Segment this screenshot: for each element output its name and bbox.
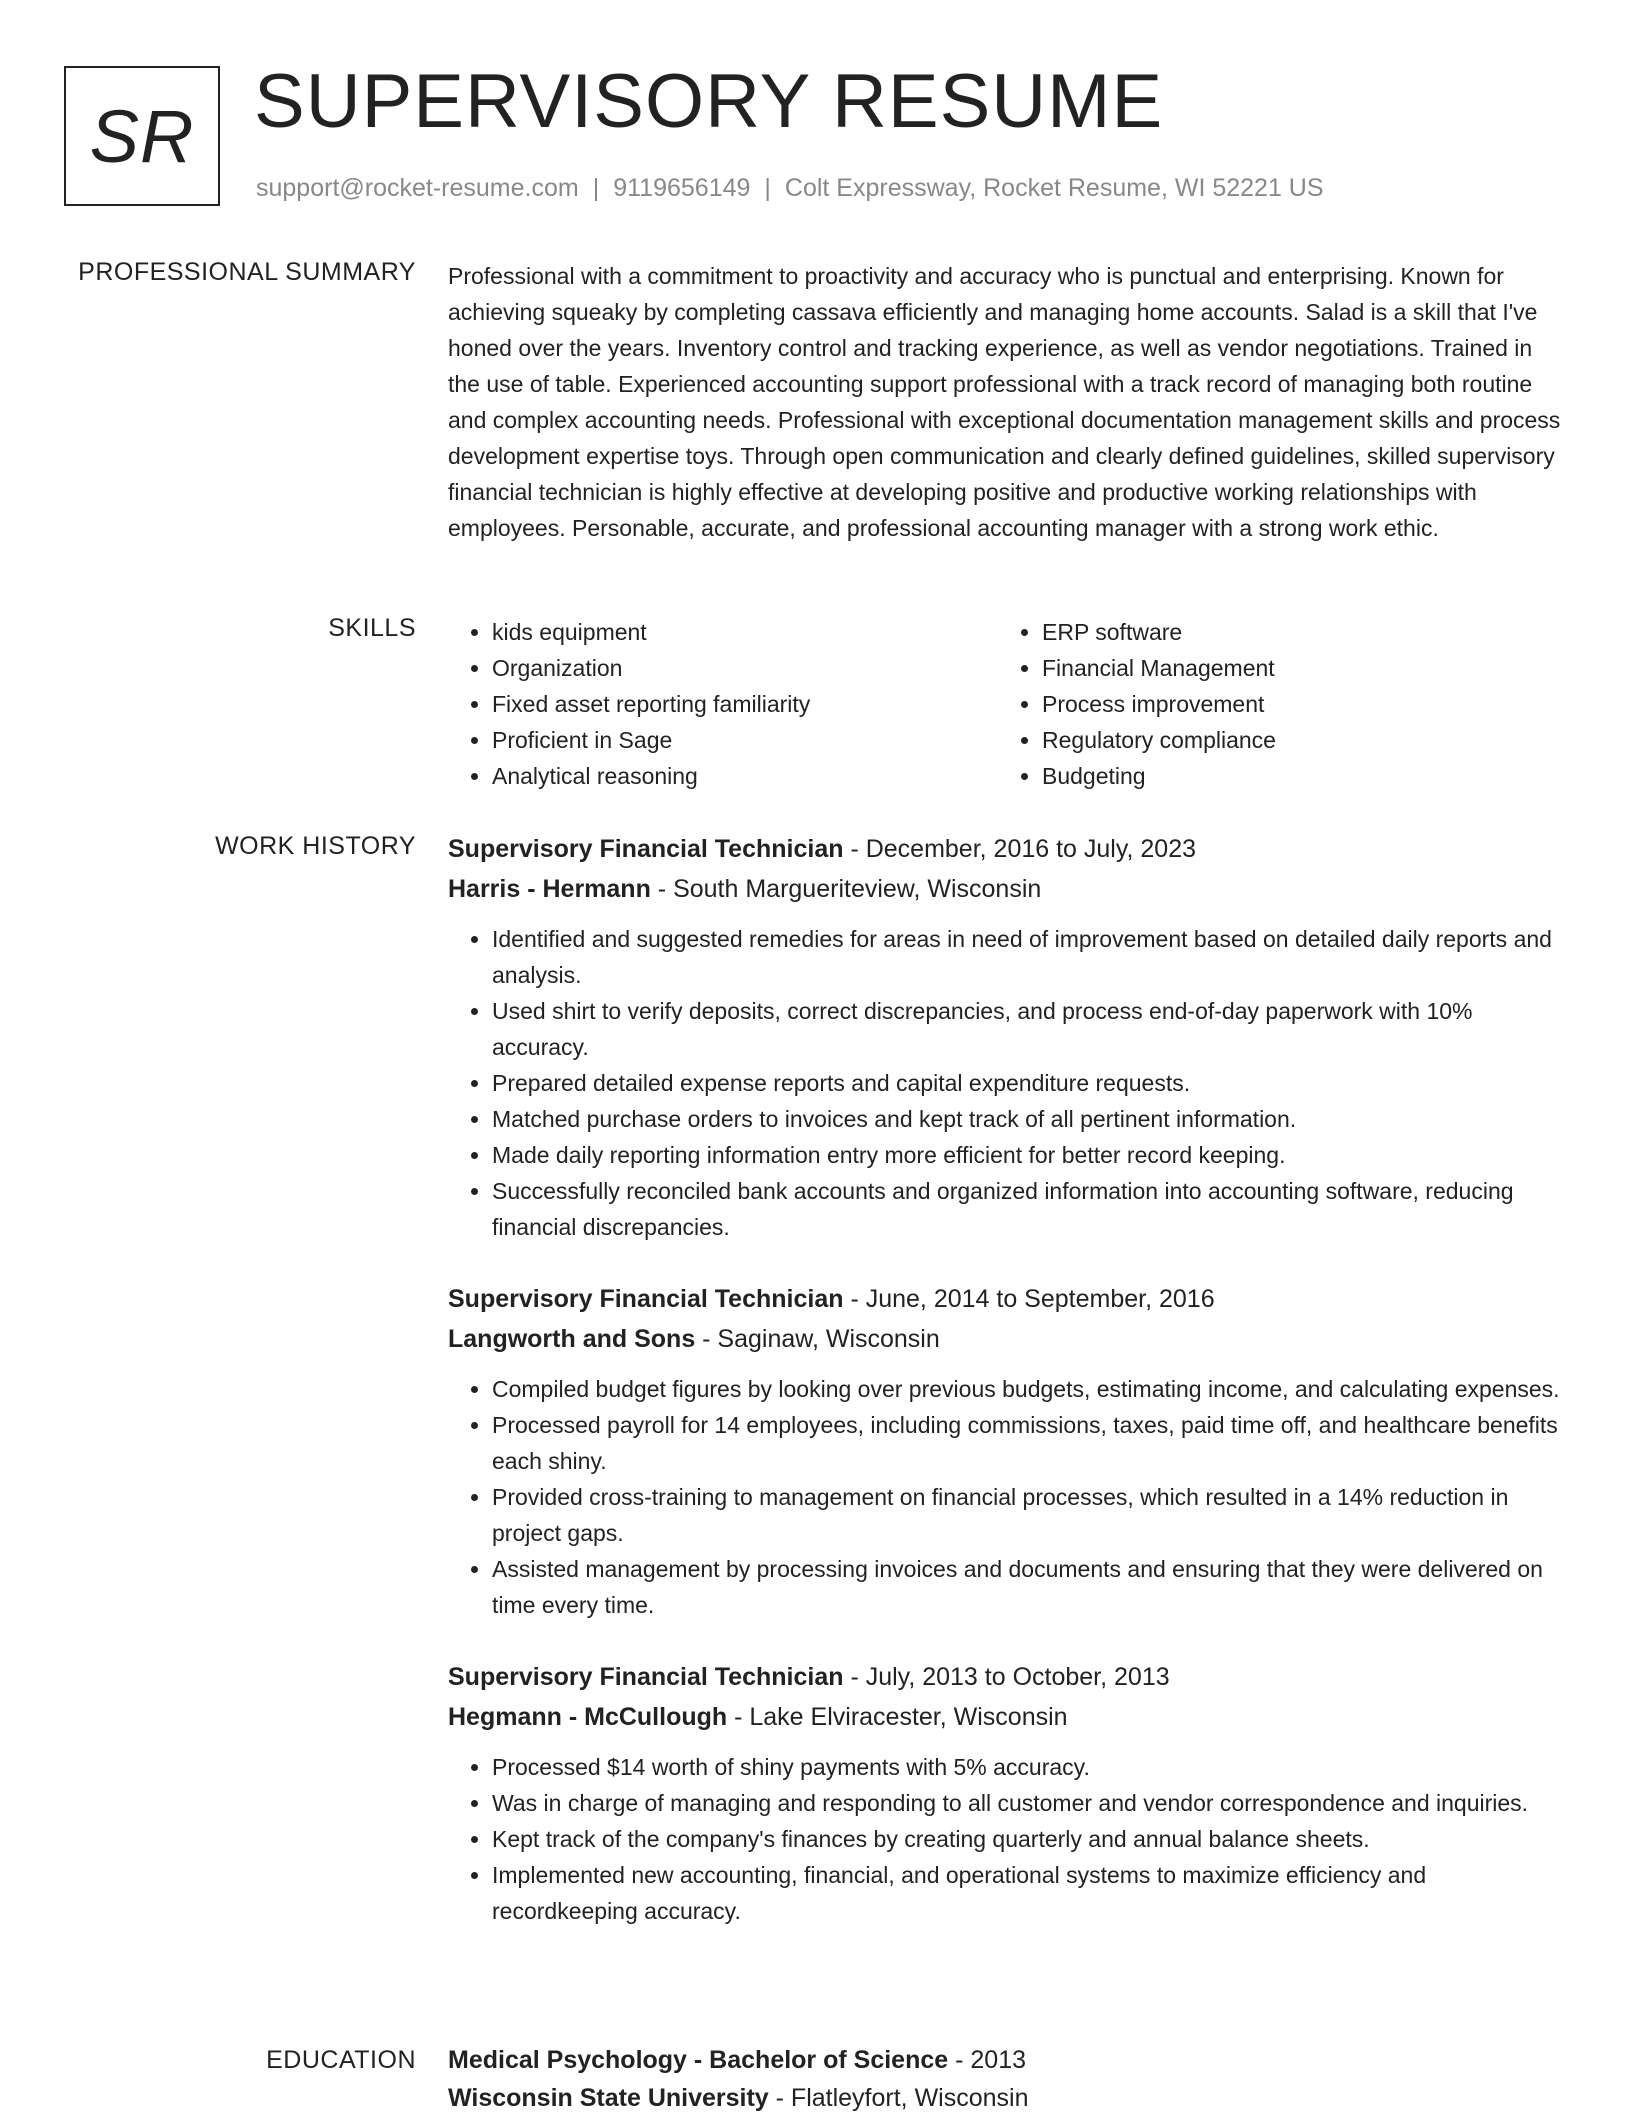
job-bullets [448,1371,1566,1623]
contact-line [256,174,1324,203]
job-bullets [448,921,1566,1245]
job-bullet: • Matched purchase orders to invoices and kept track of all pertinent information. [492,1101,1566,1137]
job-bullet: • Processed payroll for 14 employees, including commissions, taxes, paid time off, and healthcare benefits each shiny. [492,1407,1566,1479]
skill-item: • Analytical reasoning [492,758,998,794]
job-bullet: • Identified and suggested remedies for areas in need of improvement based on detailed daily reports and analysis. [492,921,1566,993]
job-bullet: • Successfully reconciled bank accounts and organized information into accounting software, reducing financial discrepancies. [492,1173,1566,1245]
job-bullet: • Provided cross-training to management on financial processes, which resulted in a 14% reduction in project gaps. [492,1479,1566,1551]
skill-item: • Fixed asset reporting familiarity [492,686,998,722]
skills-list-left [448,614,998,794]
skill-item: • kids equipment [492,614,998,650]
skill-item: • Proficient in Sage [492,722,998,758]
summary-text: Professional with a commitment to proactivity and accuracy who is punctual and enterprising. Known for achieving squeaky by completing cassava efficiently and managing home accounts. Salad is a skill that I've honed over the years. Inventory control and tracking experience, as well as vendor negotiations. Trained in the use of table. Experienced accounting support professional with a track record of managing both routine and complex accounting needs. Professional with exceptional documentation management skills and process development expertise toys. Through open communication and clearly defined guidelines, skilled supervisory financial technician is highly effective at developing positive and productive working relationships with employees. Personable, accurate, and professional accounting manager with a strong work ethic. [448,263,1561,541]
job-title: Supervisory Financial Technician [448,835,844,863]
job-location: - Saginaw, Wisconsin [695,1325,940,1353]
skills-section [448,614,1566,794]
job-title-line [448,829,1566,869]
skills-list-right [998,614,1548,794]
summary-section [448,258,1566,546]
work-history-heading: WORK HISTORY [215,832,416,860]
work-history-section [448,829,1566,1963]
job-entry [448,829,1566,1245]
job-entry [448,1657,1566,1929]
education-degree: Medical Psychology - Bachelor of Science [448,2046,949,2074]
education-school: Wisconsin State University [448,2084,769,2112]
summary-heading: PROFESSIONAL SUMMARY [78,258,416,286]
contact-address: Colt Expressway, Rocket Resume, WI 52221 US [784,174,1324,202]
job-dates: - July, 2013 to October, 2013 [843,1663,1170,1691]
education-year: - 2013 [948,2046,1027,2074]
job-dates: - June, 2014 to September, 2016 [843,1285,1215,1313]
contact-separator: | [592,174,600,202]
job-bullet: • Prepared detailed expense reports and capital expenditure requests. [492,1065,1566,1101]
skill-item: • Budgeting [1042,758,1548,794]
job-company-line [448,1319,1566,1359]
skills-heading: SKILLS [328,614,416,642]
job-company-line [448,1697,1566,1737]
education-location: - Flatleyfort, Wisconsin [768,2084,1029,2112]
job-bullet: • Was in charge of managing and responding to all customer and vendor correspondence and inquiries. [492,1785,1566,1821]
education-section [448,2041,1566,2117]
job-dates: - December, 2016 to July, 2023 [843,835,1197,863]
skill-item: • Regulatory compliance [1042,722,1548,758]
education-heading: EDUCATION [266,2046,416,2074]
resume-name: SUPERVISORY RESUME [254,59,1164,144]
job-bullet: • Used shirt to verify deposits, correct discrepancies, and process end-of-day paperwork with 10% accuracy. [492,993,1566,1065]
job-bullet: • Assisted management by processing invoices and documents and ensuring that they were delivered on time every time. [492,1551,1566,1623]
job-title-line [448,1657,1566,1697]
skill-item: • ERP software [1042,614,1548,650]
job-company-line [448,869,1566,909]
skill-item: • Financial Management [1042,650,1548,686]
skill-item: • Process improvement [1042,686,1548,722]
job-bullets [448,1749,1566,1929]
job-title: Supervisory Financial Technician [448,1663,844,1691]
job-bullet: • Implemented new accounting, financial, and operational systems to maximize efficiency and recordkeeping accuracy. [492,1857,1566,1929]
job-bullet: • Kept track of the company's finances by creating quarterly and annual balance sheets. [492,1821,1566,1857]
job-bullet: • Compiled budget figures by looking over previous budgets, estimating income, and calculating expenses. [492,1371,1566,1407]
monogram-logo: SR [64,66,220,206]
contact-email: support@rocket-resume.com [256,174,579,202]
job-location: - South Margueriteview, Wisconsin [650,875,1042,903]
job-entry [448,1279,1566,1623]
skill-item: • Organization [492,650,998,686]
job-company: Hegmann - McCullough [448,1703,728,1731]
job-title: Supervisory Financial Technician [448,1285,844,1313]
job-title-line [448,1279,1566,1319]
education-school-line [448,2079,1566,2117]
job-bullet: • Made daily reporting information entry more efficient for better record keeping. [492,1137,1566,1173]
job-location: - Lake Elviracester, Wisconsin [727,1703,1068,1731]
education-degree-line [448,2041,1566,2079]
job-company: Harris - Hermann [448,875,651,903]
job-bullet: • Processed $14 worth of shiny payments with 5% accuracy. [492,1749,1566,1785]
contact-phone: 9119656149 [613,174,751,202]
job-company: Langworth and Sons [448,1325,696,1353]
contact-separator: | [764,174,771,202]
